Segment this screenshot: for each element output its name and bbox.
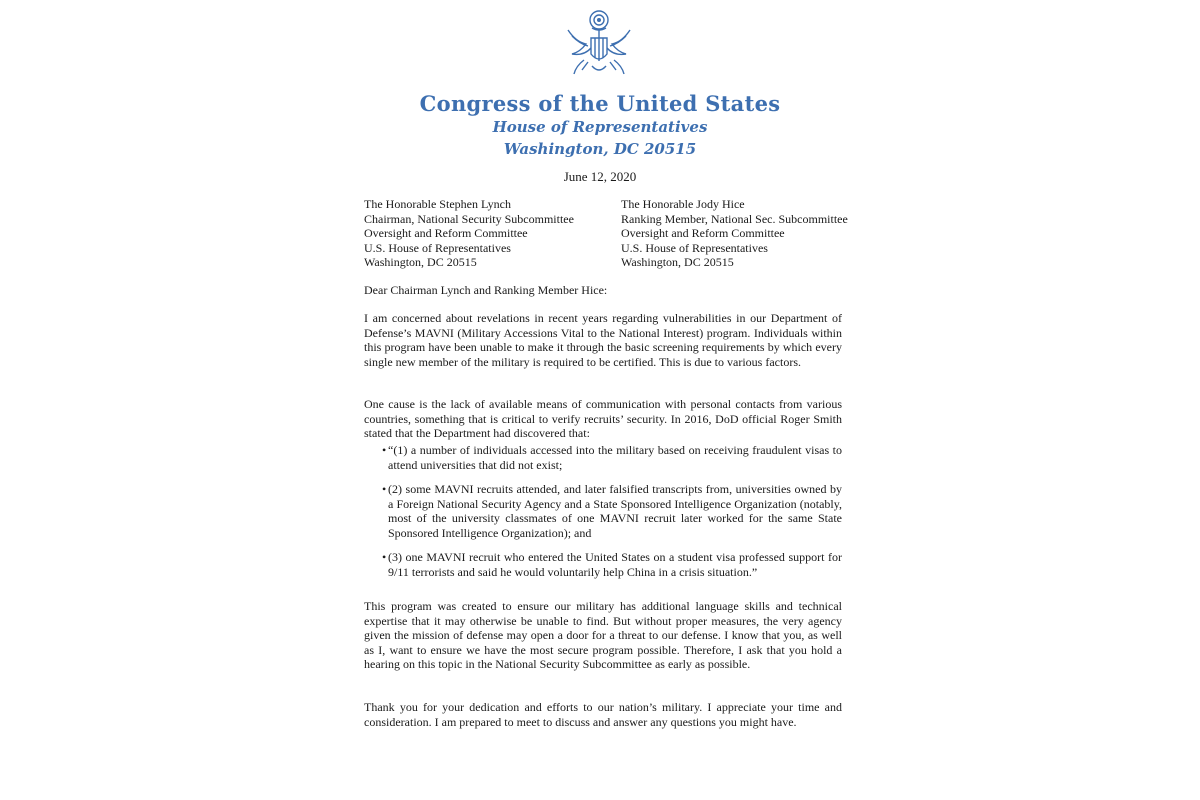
recipient-address-right — [621, 197, 848, 270]
address-line: U.S. House of Representatives — [364, 240, 511, 255]
bullet-icon: • — [382, 443, 387, 457]
address-line: Oversight and Reform Committee — [621, 226, 785, 240]
address-line: Washington, DC 20515 — [621, 255, 734, 269]
address-line: Chairman, National Security Subcommittee — [364, 211, 574, 226]
quoted-findings-list — [364, 443, 842, 589]
letter-date: June 12, 2020 — [563, 169, 637, 184]
list-item-text: (2) some MAVNI recruits attended, and later falsified transcripts from, universities owned by a Foreign National Security Agency and a State Sponsored Intelligence Organization (notably, most of the university classmates of one MAVNI recruit later worked for the same State Sponsored Intelligence Organization); and — [388, 482, 842, 540]
letterhead-title: Congress of the United States — [419, 91, 781, 116]
body-paragraph-2: One cause is the lack of available means of communication with personal contacts from various countries, something that is critical to verify recruits’ security. In 2016, DoD official Roger Smith stated that the Department had discovered that: — [364, 397, 842, 440]
body-paragraph-4: Thank you for your dedication and efforts to our nation’s military. I appreciate your time and consideration. I am prepared to meet to discuss and answer any questions you might have. — [364, 700, 842, 729]
eagle-seal-icon — [562, 8, 636, 80]
address-line: The Honorable Jody Hice — [621, 197, 745, 211]
address-line: Washington, DC 20515 — [364, 255, 477, 269]
address-line: Oversight and Reform Committee — [364, 226, 528, 240]
bullet-icon: • — [382, 482, 387, 496]
list-item-text: “(1) a number of individuals accessed into the military based on receiving fraudulent visas to attend universities that did not exist; — [388, 443, 842, 472]
body-paragraph-1: I am concerned about revelations in recent years regarding vulnerabilities in our Department of Defense’s MAVNI (Military Accessions Vital to the National Interest) program. Individuals within this program have been unable to make it through the basic screening requirements by which every single new member of the military is required to be certified. This is due to various factors. — [364, 311, 842, 369]
address-line: Ranking Member, National Sec. Subcommittee — [621, 211, 848, 226]
letterhead-city: Washington, DC 20515 — [503, 140, 697, 158]
address-line: The Honorable Stephen Lynch — [364, 197, 511, 211]
list-item — [364, 443, 842, 472]
bullet-icon: • — [382, 550, 387, 564]
list-item — [364, 550, 842, 579]
salutation: Dear Chairman Lynch and Ranking Member Hice: — [364, 283, 608, 297]
letterhead-chamber: House of Representatives — [492, 118, 708, 136]
list-item-text: (3) one MAVNI recruit who entered the United States on a student visa professed support for 9/11 terrorists and said he would voluntarily help China in a crisis situation.” — [388, 550, 842, 579]
body-paragraph-3: This program was created to ensure our military has additional language skills and technical expertise that it may otherwise be unable to find. But without proper measures, the very agency given the mission of defense may open a door for a threat to our defense. I know that you, as well as I, want to ensure we have the most secure program possible. Therefore, I ask that you hold a hearing on this topic in the National Security Subcommittee as early as possible. — [364, 599, 842, 671]
list-item — [364, 482, 842, 540]
address-line: U.S. House of Representatives — [621, 240, 768, 255]
recipient-address-left — [364, 197, 574, 270]
